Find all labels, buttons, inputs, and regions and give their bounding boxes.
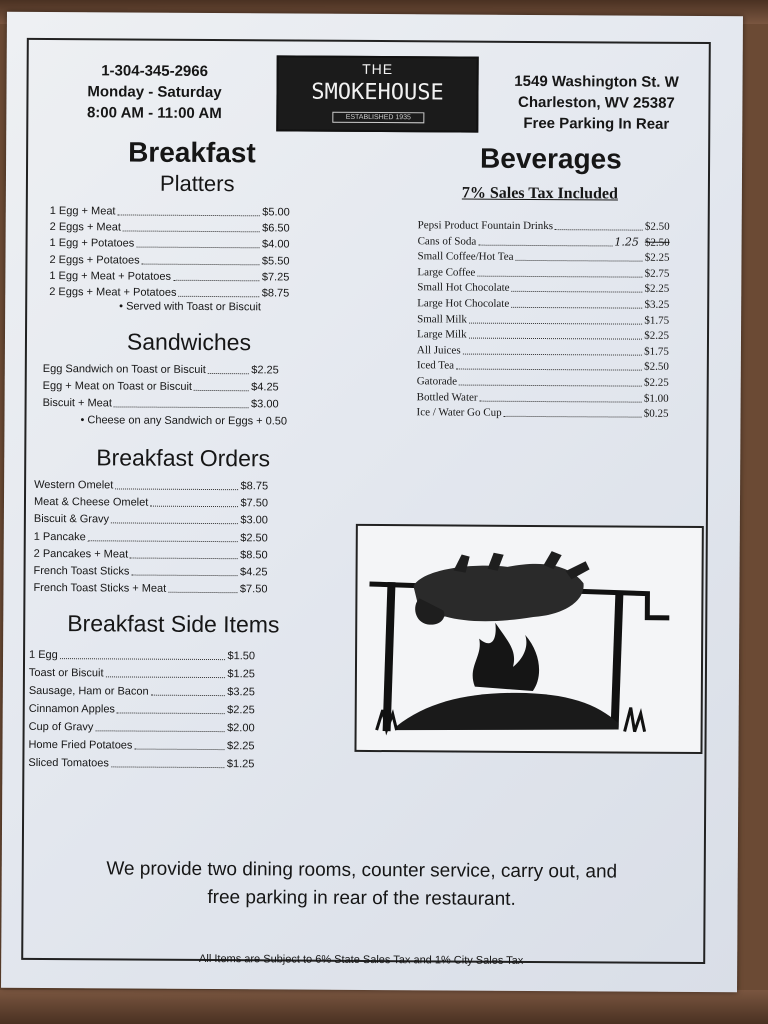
menu-item-row <box>50 236 290 251</box>
menu-item-name: 2 Eggs + Meat + Potatoes <box>49 286 177 299</box>
menu-item-price: $3.25 <box>644 298 670 311</box>
menu-item-name: 1 Pancake <box>33 530 86 543</box>
menu-item-name: Western Omelet <box>34 478 114 492</box>
menu-item-name: 1 Egg + Meat + Potatoes <box>49 269 172 283</box>
leader-dots <box>456 368 642 371</box>
menu-item-price: $4.00 <box>262 238 290 251</box>
menu-item-price: $2.50 <box>644 236 670 249</box>
menu-item-name: Egg Sandwich on Toast or Biscuit <box>42 362 206 376</box>
menu-item-price: $0.25 <box>643 407 669 420</box>
leader-dots <box>114 405 249 408</box>
leader-dots <box>111 765 225 768</box>
menu-item-name: Biscuit & Gravy <box>33 513 110 526</box>
handwritten-price: 1.25 <box>614 235 639 249</box>
menu-item-row <box>49 253 289 268</box>
menu-item-row <box>43 396 279 411</box>
menu-item-price: $7.25 <box>261 271 290 284</box>
sales-tax-fine-print: All Items are Subject to 6% State Sales Tax and 1% City Sales Tax <box>199 952 524 967</box>
leader-dots <box>117 213 260 216</box>
leader-dots <box>208 372 249 374</box>
menu-item-price: $2.25 <box>644 329 670 342</box>
leader-dots <box>511 306 642 309</box>
leader-dots <box>151 694 226 696</box>
menu-item-price: $2.25 <box>644 251 670 265</box>
menu-item-row <box>34 478 268 493</box>
menu-item-name: 1 Egg + Meat <box>49 205 116 218</box>
menu-item-row <box>28 738 254 753</box>
menu-item-name: Meat & Cheese Omelet <box>33 496 149 509</box>
menu-item-row <box>43 379 279 394</box>
smokehouse-logo <box>276 55 478 132</box>
menu-item-row <box>43 362 279 377</box>
leader-dots <box>512 290 643 293</box>
leader-dots <box>555 228 643 231</box>
leader-dots <box>469 337 643 340</box>
menu-item-price: $6.50 <box>262 222 290 235</box>
pig-on-spit-icon <box>356 526 701 752</box>
menu-item-name: Bottled Water <box>416 390 478 404</box>
menu-item-row <box>417 405 669 421</box>
leader-dots <box>134 748 225 751</box>
address-block <box>496 71 696 135</box>
leader-dots <box>106 675 226 678</box>
platters-note: • Served with Toast or Biscuit <box>119 300 262 314</box>
phone-number: 1-304-345-2966 <box>101 62 209 80</box>
leader-dots <box>463 352 643 355</box>
menu-item-name: French Toast Sticks <box>33 564 130 578</box>
menu-item-row <box>34 564 268 579</box>
menu-item-row <box>417 359 669 375</box>
menu-item-row <box>50 220 290 235</box>
leader-dots <box>194 389 249 391</box>
menu-item-row <box>417 327 669 343</box>
menu-item-price: $1.50 <box>227 650 256 663</box>
menu-item-name: 1 Egg + Potatoes <box>49 237 135 250</box>
leader-dots <box>60 657 226 660</box>
menu-item-price: $7.50 <box>239 583 268 596</box>
address-city: Charleston, WV 25387 <box>518 93 675 112</box>
menu-item-name: Small Hot Chocolate <box>417 281 510 295</box>
menu-item-price: $2.25 <box>226 740 255 753</box>
leader-dots <box>131 574 238 577</box>
leader-dots <box>115 487 238 490</box>
menu-item-name: Egg + Meat on Toast or Biscuit <box>42 379 193 393</box>
leader-dots <box>173 279 260 282</box>
menu-item-price: $4.25 <box>240 566 268 579</box>
menu-item-row <box>417 249 669 265</box>
menu-item-price: $2.25 <box>643 376 669 389</box>
orders-title: Breakfast Orders <box>96 444 271 472</box>
menu-item-row <box>417 281 669 297</box>
leader-dots <box>480 399 642 402</box>
menu-item-name: 2 Eggs + Meat <box>49 221 121 234</box>
leader-dots <box>142 262 260 265</box>
menu-item-row <box>34 530 268 545</box>
menu-item-name: Ice / Water Go Cup <box>416 406 502 419</box>
platters-title: Platters <box>159 170 235 197</box>
leader-dots <box>459 384 642 387</box>
beverages-title: Beverages <box>480 142 622 175</box>
menu-item-row <box>33 581 267 596</box>
menu-item-price: $1.25 <box>226 758 255 771</box>
menu-item-name: Iced Tea <box>416 359 455 372</box>
menu-item-price: $7.50 <box>240 497 269 510</box>
menu-item-price: $2.50 <box>644 220 670 233</box>
menu-item-name: French Toast Sticks + Meat <box>33 582 167 595</box>
menu-item-row <box>417 312 669 328</box>
menu-sheet <box>1 12 743 992</box>
menu-item-price: $2.75 <box>644 267 670 280</box>
menu-item-name: Cans of Soda <box>417 234 477 248</box>
menu-item-row <box>418 234 670 250</box>
leader-dots <box>88 539 238 542</box>
menu-item-name: 2 Pancakes + Meat <box>33 547 129 561</box>
parking-info: Free Parking In Rear <box>523 114 670 133</box>
footer-line-2: free parking in rear of the restaurant. <box>207 887 516 910</box>
menu-item-price: $5.50 <box>261 254 290 268</box>
breakfast-title: Breakfast <box>128 136 256 169</box>
sides-title: Breakfast Side Items <box>67 610 280 638</box>
menu-item-price: $2.25 <box>644 283 670 296</box>
menu-item-name: Pepsi Product Fountain Drinks <box>417 219 554 233</box>
menu-item-name: Sliced Tomatoes <box>28 756 109 770</box>
leader-dots <box>478 243 612 246</box>
menu-item-name: All Juices <box>416 344 461 357</box>
menu-item-name: Large Hot Chocolate <box>417 297 510 310</box>
leader-dots <box>477 274 642 277</box>
menu-item-row <box>50 204 290 219</box>
leader-dots <box>111 522 238 525</box>
leader-dots <box>515 259 642 262</box>
menu-item-price: $3.25 <box>227 686 255 699</box>
menu-item-price: $2.50 <box>644 361 669 374</box>
menu-item-name: 1 Egg <box>29 648 58 662</box>
menu-item-row <box>29 666 255 681</box>
logo-the: THE <box>362 60 394 78</box>
leader-dots <box>150 505 238 508</box>
menu-item-name: Small Coffee/Hot Tea <box>417 250 514 264</box>
menu-item-price: $2.25 <box>251 364 279 377</box>
leader-dots <box>117 711 225 714</box>
menu-item-row <box>49 285 289 300</box>
leader-dots <box>130 556 238 559</box>
sandwiches-note: • Cheese on any Sandwich or Eggs + 0.50 <box>80 414 288 428</box>
menu-item-price: $3.00 <box>240 514 268 527</box>
menu-item-row <box>34 547 268 562</box>
menu-item-row <box>417 374 669 390</box>
menu-item-row <box>29 702 255 717</box>
menu-item-name: Small Milk <box>417 312 467 326</box>
menu-item-name: Sausage, Ham or Bacon <box>28 684 149 698</box>
leader-dots <box>504 415 642 418</box>
leader-dots <box>178 295 259 297</box>
menu-item-row <box>418 218 670 234</box>
menu-item-price: $2.00 <box>227 722 255 735</box>
menu-item-price: $5.00 <box>262 206 290 219</box>
menu-item-row <box>417 343 669 359</box>
menu-item-name: Biscuit + Meat <box>42 396 113 410</box>
contact-block <box>66 60 242 124</box>
menu-item-row <box>28 756 254 771</box>
menu-item-row <box>417 390 669 406</box>
menu-item-price: $8.75 <box>240 480 269 493</box>
table-surface-bottom <box>0 990 768 1024</box>
address-street: 1549 Washington St. W <box>514 72 679 91</box>
menu-item-price: $8.75 <box>261 287 290 300</box>
menu-item-price: $1.25 <box>227 668 255 681</box>
menu-item-name: Toast or Biscuit <box>28 666 104 680</box>
leader-dots <box>95 729 225 732</box>
menu-item-price: $4.25 <box>251 381 279 394</box>
menu-item-row <box>49 269 289 284</box>
menu-item-price: $3.00 <box>251 398 279 411</box>
menu-item-row <box>29 648 255 663</box>
footer-line-1: We provide two dining rooms, counter service, carry out, and <box>106 858 618 883</box>
menu-item-name: Home Fried Potatoes <box>28 738 133 752</box>
logo-established: ESTABLISHED 1935 <box>332 112 424 124</box>
menu-item-name: Cup of Gravy <box>28 720 94 734</box>
days-open: Monday - Saturday <box>87 83 222 102</box>
menu-item-price: $1.75 <box>644 345 669 358</box>
leader-dots <box>136 246 260 249</box>
menu-item-price: $2.50 <box>240 531 268 544</box>
menu-item-row <box>29 720 255 735</box>
menu-item-row <box>34 512 268 527</box>
leader-dots <box>168 591 238 593</box>
menu-item-price: $1.75 <box>644 314 670 327</box>
menu-item-name: Large Coffee <box>417 266 476 279</box>
menu-item-price: $1.00 <box>643 392 669 405</box>
menu-item-row <box>34 495 268 510</box>
menu-item-name: Cinnamon Apples <box>28 702 115 716</box>
menu-item-row <box>29 684 255 699</box>
menu-item-name: 2 Eggs + Potatoes <box>49 253 140 267</box>
menu-item-row <box>417 296 669 312</box>
menu-item-row <box>417 265 669 281</box>
sandwiches-title: Sandwiches <box>126 328 252 356</box>
menu-item-name: Large Milk <box>416 328 467 341</box>
leader-dots <box>123 230 260 233</box>
tax-included-note: 7% Sales Tax Included <box>461 184 619 203</box>
menu-item-price: $2.25 <box>227 704 255 717</box>
menu-item-price: $8.50 <box>240 548 268 562</box>
menu-item-name: Gatorade <box>416 375 458 388</box>
pig-roast-illustration <box>354 524 703 754</box>
leader-dots <box>469 321 642 324</box>
hours-open: 8:00 AM - 11:00 AM <box>86 104 222 123</box>
logo-name: SMOKEHOUSE <box>311 79 444 106</box>
